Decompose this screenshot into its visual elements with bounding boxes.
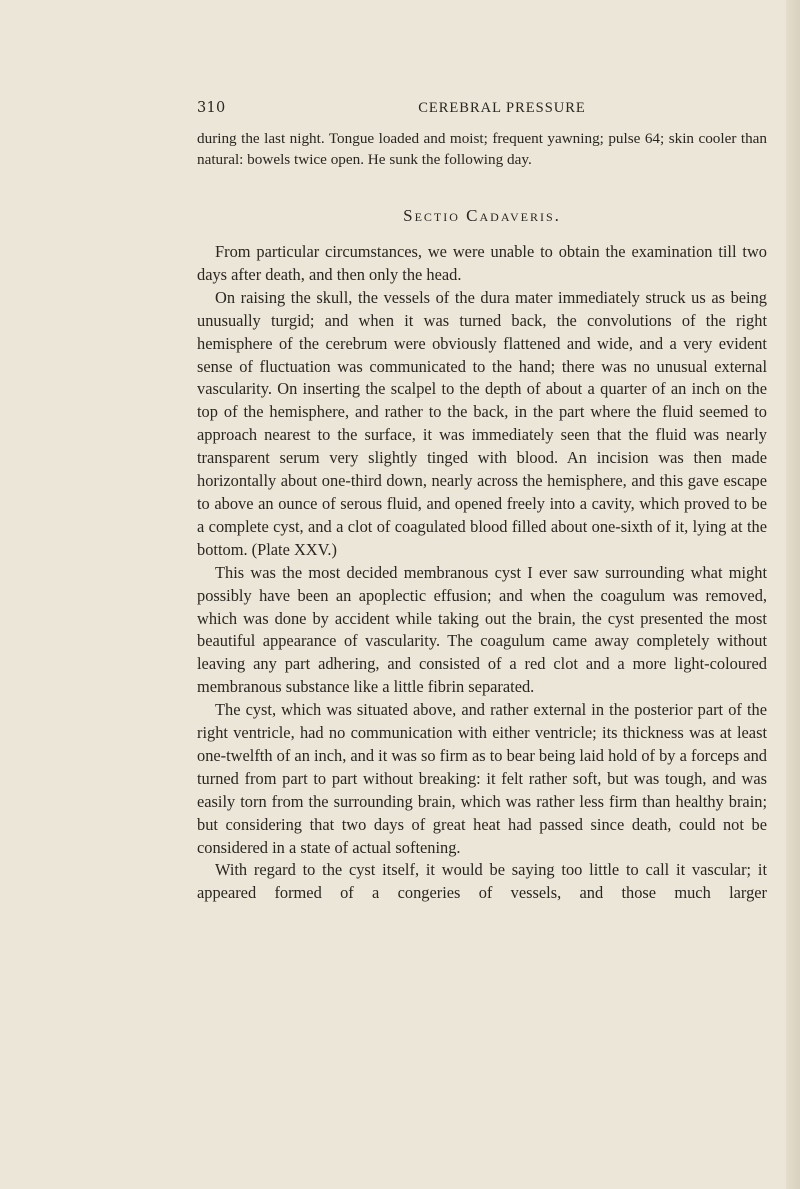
body-text (197, 241, 767, 905)
running-head: CEREBRAL PRESSURE (418, 100, 586, 116)
paragraph: The cyst, which was situated above, and rather external in the posterior part of the right ventricle, had no communication with either ventricle; its thickness was at least one-twelfth of an inch, and it was so firm as to bear being laid hold of by a forceps and turned from part to part without breaking: it felt rather soft, but was tough, and was easily torn from the surrounding brain, which was rather less firm than healthy brain; but considering that two days of great heat had passed since death, could not be considered in a state of actual softening. (197, 700, 767, 857)
paragraph: This was the most decided membranous cyst I ever saw surrounding what might possibly have been an apoplectic effusion; and when the coagulum was removed, which was done by accident while taking out the brain, the cyst presented the most beautiful appearance of vascularity. The coagulum came away completely without leaving any part adhering, and consisted of a red clot and a more light-coloured membranous substance like a little fibrin separated. (197, 562, 767, 697)
intro-text: during the last night. Tongue loaded and moist; frequent yawning; pulse 64; skin cooler than natural: bowels twice open. He sunk the following day. (197, 130, 767, 168)
section-heading: Sectio Cadaveris. (403, 206, 561, 225)
page-header (197, 100, 767, 122)
paragraph: From particular circumstances, we were unable to obtain the examination till two days after death, and then only the head. (197, 242, 767, 284)
paragraph: On raising the skull, the vessels of the dura mater immediately struck us as being unusually turgid; and when it was turned back, the convolutions of the right hemisphere of the cerebrum were obviously flattened and wide, and a very evident sense of fluctuation was communicated to the hand; there was no unusual external vascularity. On inserting the scalpel to the depth of about a quarter of an inch on the top of the hemisphere, and rather to the back, in the part where the fluid seemed to approach nearest to the surface, it was immediately seen that the fluid was nearly transparent serum very slightly tinged with blood. An incision was then made horizontally about one-third down, nearly across the hemisphere, and this gave escape to above an ounce of serous fluid, and opened freely into a cavity, which proved to be a complete cyst, and a clot of coagulated blood filled about one-sixth of it, lying at the bottom. (Plate XXV.) (197, 287, 767, 559)
page-edge (786, 0, 800, 1189)
page-number: 310 (197, 100, 226, 116)
intro-paragraph (197, 128, 767, 170)
paragraph: With regard to the cyst itself, it would be saying too little to call it vascular; it appeared formed of a congeries of vessels, and those much larger (197, 860, 767, 903)
